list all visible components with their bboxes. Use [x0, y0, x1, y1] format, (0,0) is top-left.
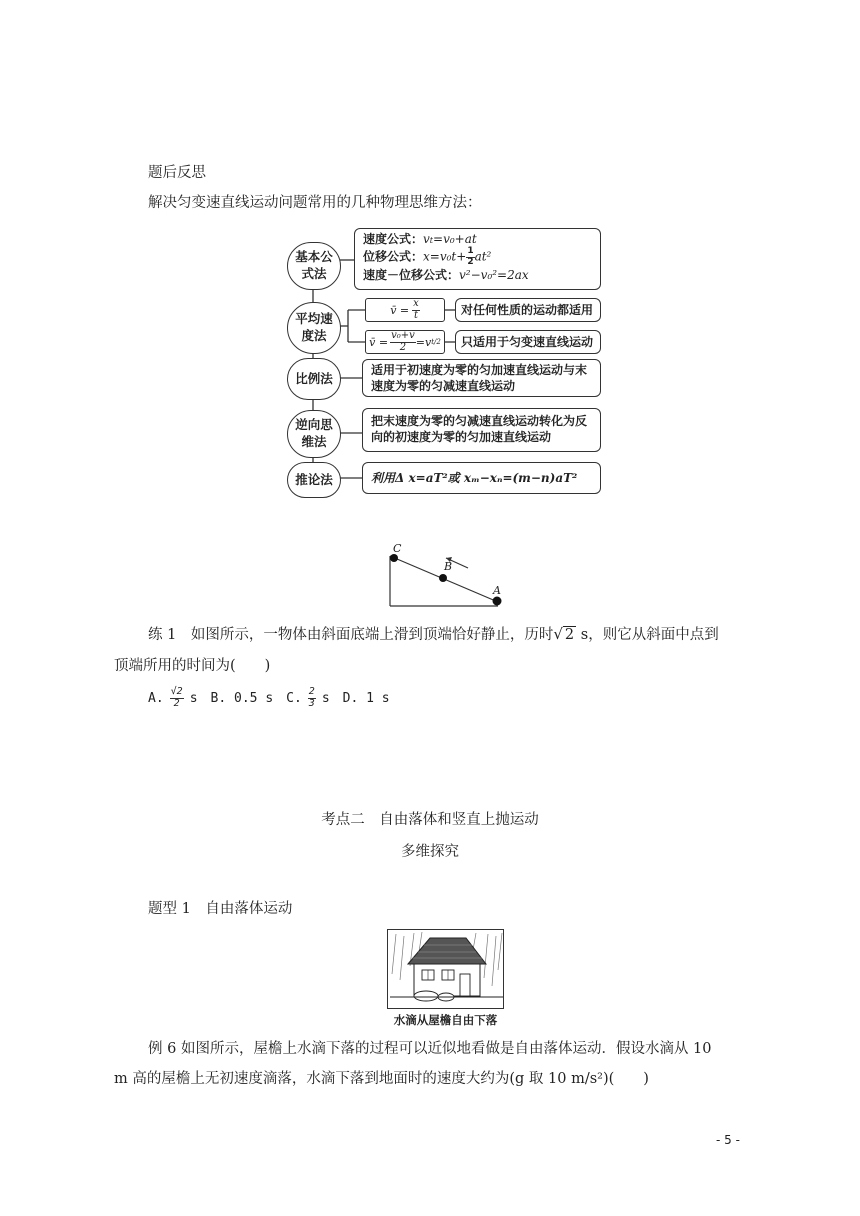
- inference-box: 利用Δ x=aT²或 xₘ−xₙ=(m−n)aT²: [362, 462, 601, 494]
- velocity-formula-line: 速度公式：vt=v₀+at: [363, 232, 477, 246]
- ratio-box: 适用于初速度为零的匀加速直线运动与末 速度为零的匀减速直线运动: [362, 359, 601, 397]
- ball-b: [439, 574, 447, 582]
- avg-note-box-1: 对任何性质的运动都适用: [455, 298, 601, 322]
- practice1-options: A. $\frac{√2}{2}$ s B. 0.5 s C. $\frac{2}{3}$ s D. 1 s: [148, 686, 390, 709]
- section-title: 考点二 自由落体和竖直上抛运动: [321, 812, 539, 828]
- avg-note-box-2: 只适用于匀变速直线运动: [455, 330, 601, 354]
- node-basic-formula: 基本公 式法: [287, 242, 341, 290]
- reverse-box: 把末速度为零的匀减速直线运动转化为反 向的初速度为零的匀加速直线运动: [362, 408, 601, 452]
- practice1-line2: 顶端所用的时间为( ): [114, 658, 271, 674]
- example6-line2: m 高的屋檐上无初速度滴落，水滴下落到地面时的速度大约为(g 取 10 m/s²)( ): [114, 1071, 649, 1087]
- section-subtitle: 多维探究: [401, 844, 459, 860]
- type1-heading: 题型 1 自由落体运动: [148, 901, 293, 917]
- house-figure: [387, 929, 504, 1009]
- velocity-displacement-line: 速度－位移公式：v²−v₀²=2ax: [363, 268, 529, 283]
- label-a: A: [493, 584, 501, 597]
- node-inference: 推论法: [287, 462, 341, 498]
- house-drawing: [388, 930, 504, 1009]
- practice1-line1: 练 1 如图所示，一物体由斜面底端上滑到顶端恰好静止，历时√ 2 s，则它从斜面中点到: [148, 625, 719, 643]
- node-ratio: 比例法: [287, 358, 341, 400]
- avg-formula-box-2: v̄ = $\frac{\text{v₀+v}}{2}$ =v t/2: [365, 330, 445, 354]
- label-b: B: [444, 560, 453, 573]
- basic-formula-box: [354, 228, 601, 290]
- avg-formula-box-1: v̄ = $\frac{x}{t}$: [365, 298, 445, 322]
- label-c: C: [393, 542, 402, 555]
- displacement-formula-line: 位移公式：x=v₀t+ $\frac{1}{2}$ at²: [363, 246, 492, 267]
- node-average-velocity: 平均速 度法: [287, 302, 341, 354]
- example6-line1: 例 6 如图所示，屋檐上水滴下落的过程可以近似地看做是自由落体运动．假设水滴从 10: [148, 1041, 712, 1057]
- intro-line: 解决匀变速直线运动问题常用的几种物理思维方法：: [148, 195, 482, 211]
- ball-c: [390, 554, 398, 562]
- reflection-heading: 题后反思: [148, 165, 206, 181]
- ball-a: [493, 597, 502, 606]
- node-reverse-thinking: 逆向思 维法: [287, 410, 341, 458]
- page-number: - 5 -: [716, 1133, 740, 1147]
- house-caption: 水滴从屋檐自由下落: [393, 1013, 498, 1027]
